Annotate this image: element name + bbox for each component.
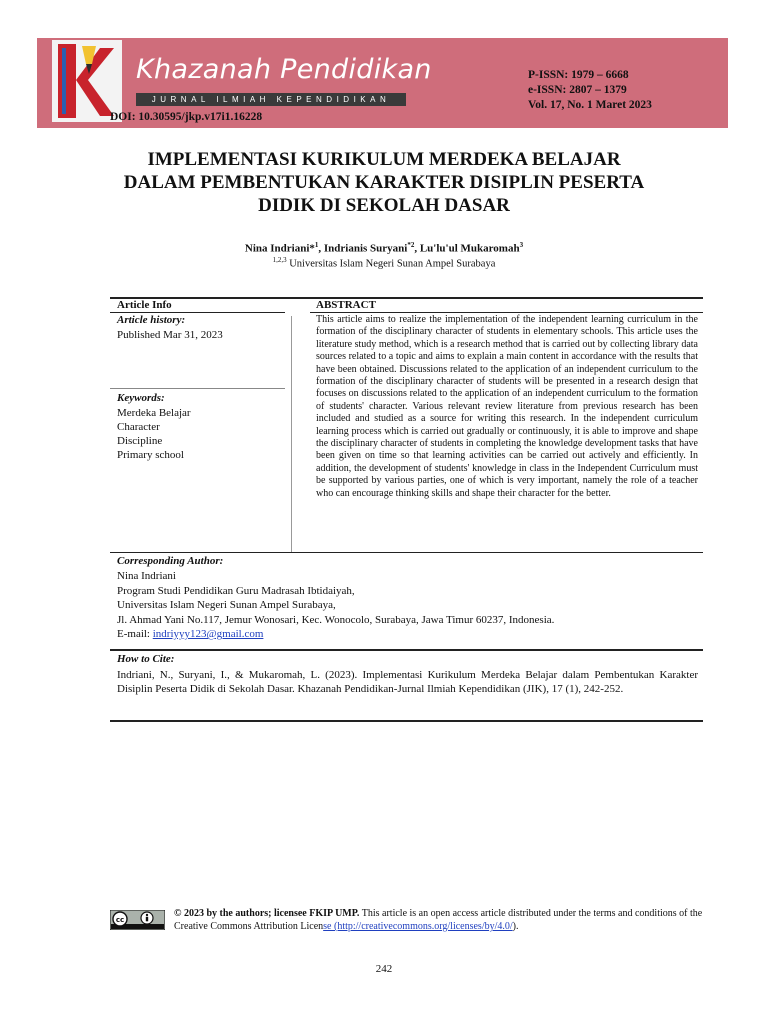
article-history-label: Article history: bbox=[117, 314, 186, 326]
author-sup: 1 bbox=[314, 241, 319, 249]
keyword: Character bbox=[117, 421, 160, 433]
corresponding-line: Universitas Islam Negeri Sunan Ampel Surabaya, bbox=[117, 599, 336, 611]
affiliation bbox=[100, 256, 668, 270]
keyword-list bbox=[117, 406, 191, 462]
keyword: Discipline bbox=[117, 435, 163, 447]
keyword: Merdeka Belajar bbox=[117, 407, 191, 419]
author-list: Nina Indriani*$^1$, Indrianis Suryani$^{*2}$, Lu'lu'ul Mukaromah$^3$ bbox=[244, 241, 524, 255]
journal-name: Khazanah Pendidikan bbox=[136, 54, 432, 85]
p-issn: P-ISSN: 1979 – 6668 bbox=[528, 69, 629, 81]
abstract-text: This article aims to realize the implementation of the independent learning curriculum in the formation of the disciplinary character of students in elementary schools. This article uses the literature study method, which is a research method that is carried out by collecting library data sources related to a topic and aims to explain a main content in accordance with the results that have been obtained. Discussions related to the application of an independent curriculum to the formation of the disciplinary character of students will be presented in a research design that focuses on discussions related to the application of an independent curriculum to the formation of students' character. Various relevant review literature from previous research has been included and studied as a source for writing this research. In the independent curriculum learning process which is carried out gradually or continuously, it is able to improve and shape the disciplinary character of students in completing the knowledge development tasks that have been given on time so that learning activities can be carried out actively and efficiently. In addition, the development of students' knowledge in class in the Independent Curriculum must be supported by various parties, one of which is very important, namely the role of a teacher who can encourage thinking skills and shape their character for the better. bbox=[316, 314, 698, 499]
corresponding-label: Corresponding Author: bbox=[117, 555, 224, 567]
how-to-cite-label: How to Cite: bbox=[117, 653, 175, 665]
email-line bbox=[117, 627, 554, 642]
license-link[interactable]: se (http://creativecommons.org/licenses/by/4.0/ bbox=[323, 921, 513, 932]
corresponding-line: Program Studi Pendidikan Guru Madrasah Ibtidaiyah, bbox=[117, 584, 355, 597]
email-label: E-mail: bbox=[117, 628, 153, 640]
author-sup: *2 bbox=[407, 241, 415, 249]
divider bbox=[110, 720, 703, 722]
affiliation-text: Universitas Islam Negeri Sunan Ampel Surabaya bbox=[289, 258, 496, 270]
journal-subtitle: JURNAL ILMIAH KEPENDIDIKAN bbox=[136, 93, 406, 106]
divider bbox=[110, 649, 703, 651]
title-line: DALAM PEMBENTUKAN KARAKTER DISIPLIN PESERTA bbox=[123, 172, 645, 193]
corresponding-block bbox=[117, 569, 554, 642]
column-divider bbox=[291, 316, 292, 552]
published-date: Published Mar 31, 2023 bbox=[117, 329, 223, 341]
license-end: ). bbox=[512, 921, 519, 932]
e-issn: e-ISSN: 2807 – 1379 bbox=[528, 84, 627, 96]
license-body: This article is an open access article distributed under the terms and conditions of the Creative Commons Attribution Licen bbox=[174, 908, 703, 932]
article-info-heading: Article Info bbox=[117, 299, 172, 311]
license-text bbox=[174, 907, 704, 933]
author-sup: 3 bbox=[519, 241, 524, 249]
journal-logo-icon bbox=[52, 40, 122, 122]
author-name: Indrianis Suryani bbox=[323, 242, 408, 255]
paper-title bbox=[100, 148, 668, 217]
corresponding-line: Jl. Ahmad Yani No.117, Jemur Wonosari, Kec. Wonocolo, Surabaya, Jawa Timur 60237, Indonesia. bbox=[117, 613, 555, 626]
issn-block bbox=[528, 68, 652, 113]
divider bbox=[110, 312, 285, 313]
corresponding-name: Nina Indriani bbox=[117, 570, 176, 582]
volume-info: Vol. 17, No. 1 Maret 2023 bbox=[528, 99, 652, 111]
author-name: Nina Indriani* bbox=[244, 242, 315, 255]
divider bbox=[110, 388, 285, 389]
author-name: Lu'lu'ul Mukaromah bbox=[419, 242, 520, 255]
divider bbox=[310, 312, 703, 313]
creative-commons-icon[interactable] bbox=[110, 910, 165, 930]
citation-text: Indriani, N., Suryani, I., & Mukaromah, L. (2023). Implementasi Kurikulum Merdeka Belajar dalam Pembentukan Karakter Disiplin Peserta Didik di Sekolah Dasar. Khazanah Pendidikan-Jurnal Ilmiah Kependidikan (JIK), 17 (1), 242-252. bbox=[117, 669, 698, 695]
abstract-heading: ABSTRACT bbox=[316, 299, 376, 311]
svg-text:cc: cc bbox=[115, 916, 125, 924]
title-line: DIDIK DI SEKOLAH DASAR bbox=[258, 195, 510, 216]
email-link[interactable]: indriyyy123@gmail.com bbox=[152, 628, 264, 640]
divider bbox=[110, 552, 703, 553]
keywords-label: Keywords: bbox=[117, 392, 165, 404]
keyword: Primary school bbox=[117, 449, 184, 461]
page-number: 242 bbox=[375, 963, 393, 975]
affiliation-sup: 1,2,3 bbox=[272, 256, 287, 264]
license-bold: © 2023 by the authors; licensee FKIP UMP. bbox=[174, 908, 360, 919]
title-line: IMPLEMENTASI KURIKULUM MERDEKA BELAJAR bbox=[147, 149, 621, 170]
divider bbox=[110, 297, 703, 299]
doi[interactable]: DOI: 10.30595/jkp.v17i1.16228 bbox=[110, 111, 263, 123]
